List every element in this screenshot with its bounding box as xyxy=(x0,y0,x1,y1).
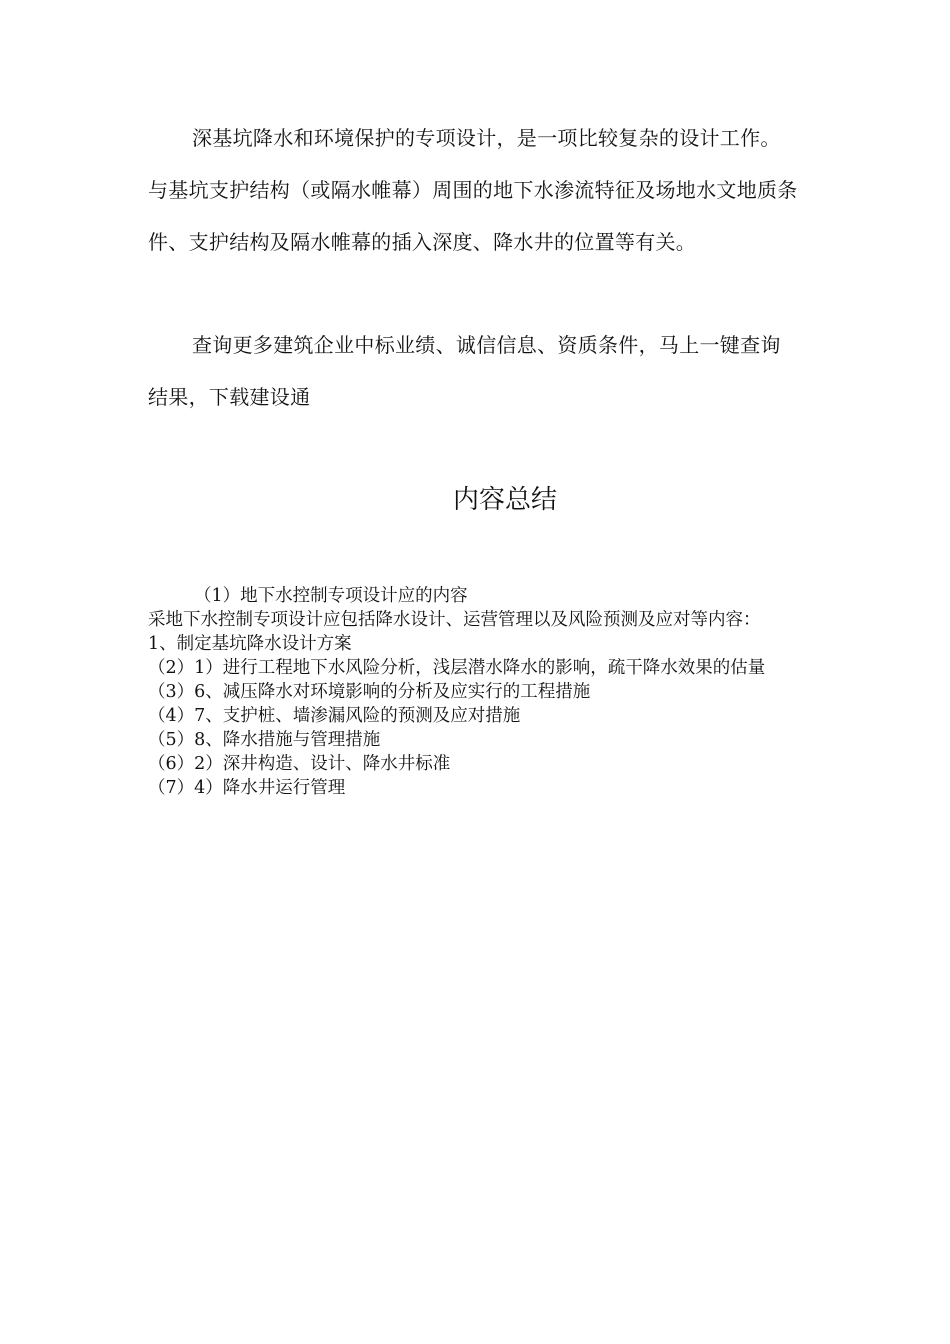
paragraph-dewatering-design: 深基坑降水和环境保护的专项设计，是一项比较复杂的设计工作。与基坑支护结构（或隔水帷幕）周围的地下水渗流特征及场地水文地质条件、支护结构及隔水帷幕的插入深度、降水井的位置等有关。 xyxy=(148,126,798,254)
summary-line: （3）6、减压降水对环境影响的分析及应实行的工程措施 xyxy=(148,682,591,702)
summary-list xyxy=(148,584,798,800)
summary-line: （1）地下水控制专项设计应的内容 xyxy=(194,586,468,606)
summary-line: （5）8、降水措施与管理措施 xyxy=(148,730,381,750)
summary-line: （4）7、支护桩、墙渗漏风险的预测及应对措施 xyxy=(148,706,521,726)
paragraph-query-promo: 查询更多建筑企业中标业绩、诚信信息、资质条件，马上一键查询结果，下载建设通 xyxy=(148,333,781,409)
summary-line: （6）2）深井构造、设计、降水井标准 xyxy=(148,754,451,774)
summary-line: 1、制定基坑降水设计方案 xyxy=(148,634,352,654)
summary-line: （7）4）降水井运行管理 xyxy=(148,778,346,798)
summary-line: 采地下水控制专项设计应包括降水设计、运营管理以及风险预测及应对等内容： xyxy=(148,610,761,630)
summary-line: （2）1）进行工程地下水风险分析，浅层潜水降水的影响，疏干降水效果的估量 xyxy=(148,658,766,678)
summary-title: 内容总结 xyxy=(452,485,557,515)
